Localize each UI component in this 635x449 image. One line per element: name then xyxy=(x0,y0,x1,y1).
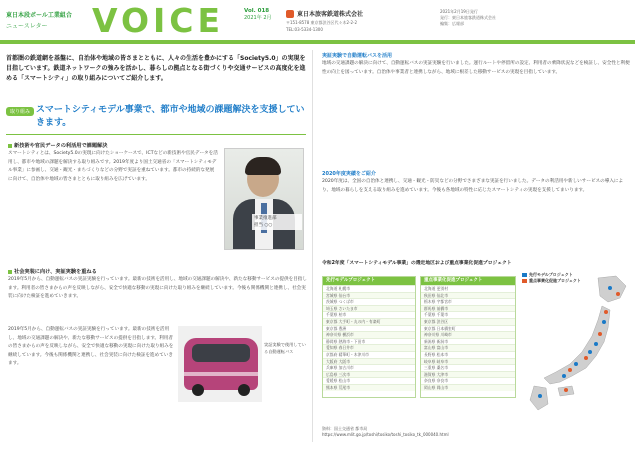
table-priority-projects xyxy=(420,276,516,398)
table-row: 兵庫県 加古川市 xyxy=(323,364,415,371)
map-hokkaido xyxy=(598,276,626,302)
body-text-2-cont: 2019年5月から、自動運転バスの実証実験を行っています。最新の技術を活用し、地域の交通課題の解決や、新たな移動サービスの提供を目指します。利用者の皆さまからの声を反映しながら、安全で快適な移動の実現に向けた取り組みを継続しています。今後も関係機関と連携し、社会実装に向けた検証を進めていきます。 xyxy=(8,327,174,367)
japan-map xyxy=(520,272,632,422)
publisher-phone: TEL:03-5334-1300 xyxy=(286,27,323,32)
bus-caption: 実証実験で使用している自動運転バス xyxy=(264,342,306,354)
publication-info xyxy=(440,9,630,27)
table-row: 大阪府 大阪市 xyxy=(323,358,415,365)
editor-line: 編集：広報部 xyxy=(440,21,464,26)
table-row: 北海道 更別村 xyxy=(421,285,515,292)
source-note: 資料：国土交通省 都市局 xyxy=(322,426,368,431)
map-honshu xyxy=(544,306,610,384)
source-url[interactable]: https://www.mlit.go.jp/toshi/tosiko/toshi_tosiko_tk_000040.html xyxy=(322,432,449,437)
issue-year: 2021年 xyxy=(244,15,262,21)
table-row: 北海道 札幌市 xyxy=(323,285,415,292)
right-heading-1: 実証実験で自動運転バスを活用 xyxy=(322,53,393,59)
legend-swatch-leading xyxy=(522,273,527,277)
person-caption-name: 担当 ○○ xyxy=(254,223,273,228)
table-row: 千葉県 千葉市 xyxy=(421,311,515,318)
map-marker-leading xyxy=(594,342,598,346)
table-row: 千葉県 柏市 xyxy=(323,311,415,318)
table-row: 東京都 日本橋室町 xyxy=(421,325,515,332)
map-marker-priority xyxy=(564,388,568,392)
legend-swatch-priority xyxy=(522,279,527,283)
table-row: 宮城県 仙台市 xyxy=(323,292,415,299)
table-row: 長野県 松本市 xyxy=(421,351,515,358)
subheading-2: 社会実装に向け、実証実験を重ねる xyxy=(8,268,308,275)
publisher-name: 東日本旅客鉄道株式会社 xyxy=(297,11,364,18)
masthead xyxy=(0,0,635,40)
body-text-1: スマートシティとは、Society5.0の実現に向けたショーケースで、ICTなどの新技術や官民データを活用し、都市や地域の課題を解決する取り組みです。2019年度より国土交通省の「スマートシティモデル事業」に参画し、交通・観光・まちづくりなどの分野で実証を重ねています。都市の持続的な発展に向けて、自治体や地域の皆さまとともに取り組みを広げています。 xyxy=(8,151,218,182)
map-marker-leading xyxy=(562,374,566,378)
legend-label-priority: 重点事業化促進プロジェクト xyxy=(529,278,581,283)
table-row: 岐阜県 岐阜市 xyxy=(421,358,515,365)
bus-wheel-rear xyxy=(238,384,250,396)
publisher-block xyxy=(286,9,436,32)
table-row: 神奈川県 川崎市 xyxy=(421,331,515,338)
table-row: 滋賀県 大津市 xyxy=(421,371,515,378)
map-legend xyxy=(522,272,581,284)
map-marker-priority xyxy=(616,292,620,296)
map-marker-leading xyxy=(608,286,612,290)
bus-wheel-front xyxy=(192,384,204,396)
table-row: 群馬県 前橋市 xyxy=(421,305,515,312)
table-row: 秋田県 仙北市 xyxy=(421,292,515,299)
body-text-2: 2019年5月から、自動運転バスの実証実験を行っています。最新の技術を活用し、地域の交通課題の解決や、新たな移動サービスの提供を目指します。利用者の皆さまからの声を反映しながら、安全で快適な移動の実現に向けた取り組みを継続しています。今後も関係機関と連携し、社会実装に向けた検証を進めていきます。 xyxy=(8,277,307,300)
table-row: 新潟県 新潟市 xyxy=(421,338,515,345)
publisher-address: 〒151-8578 東京都渋谷区代々木2-2-2 xyxy=(286,20,358,25)
table-header: 先行モデルプロジェクト xyxy=(323,277,415,285)
issue-info xyxy=(244,8,272,22)
header-divider xyxy=(0,40,635,44)
person-caption xyxy=(252,214,302,230)
newsletter-title: VOICE xyxy=(92,1,225,40)
table-row: 岡山県 岡山市 xyxy=(421,384,515,391)
issue-month: 2月 xyxy=(263,15,272,21)
newsletter-label: ニュースレター xyxy=(6,23,48,30)
map-marker-leading xyxy=(538,394,542,398)
section-tag-label: 取り組み xyxy=(6,107,34,116)
legend-label-leading: 先行モデルプロジェクト xyxy=(529,272,573,277)
table-row: 東京都 大手町・丸の内・有楽町 xyxy=(323,318,415,325)
map-kyushu xyxy=(530,386,548,410)
table-leading-projects xyxy=(322,276,416,398)
table-row: 静岡県 熱海市・下田市 xyxy=(323,338,415,345)
table-row: 東京都 豊洲 xyxy=(323,325,415,332)
table-row: 富山県 富山市 xyxy=(421,344,515,351)
bus-photo xyxy=(178,326,262,402)
subheading-1: 新技術や官民データの利活用で課題解決 xyxy=(8,142,218,149)
right-body-2: 2020年度は、全国の自治体と連携し、交通・観光・防災などの分野でさまざまな実証を行いました。データの利活用や新しいサービスの導入により、地域の暮らしを支える取り組みを進めています。今後も各地域の特性に応じたスマートシティの実現を支援してまいります。 xyxy=(322,179,624,193)
bus-window xyxy=(192,344,250,362)
person-hair xyxy=(245,157,281,175)
map-marker-priority xyxy=(604,310,608,314)
map-marker-leading xyxy=(574,362,578,366)
table-row: 愛知県 春日井市 xyxy=(323,344,415,351)
map-marker-leading xyxy=(602,320,606,324)
tables-heading: 令和2年度「スマートシティモデル事業」の選定地区および重点事業化促進プロジェクト xyxy=(322,261,512,266)
table-row: 熊本県 荒尾市 xyxy=(323,384,415,391)
table-row: 東京都 渋谷区 xyxy=(421,318,515,325)
table-header: 重点事業化促進プロジェクト xyxy=(421,277,515,285)
company-name: 東日本段ボール工業組合 xyxy=(6,12,72,19)
table-row: 神奈川県 横浜市 xyxy=(323,331,415,338)
company-logo-icon xyxy=(286,10,294,18)
person-caption-dept: 事業推進部 xyxy=(254,216,277,221)
table-row: 奈良県 奈良市 xyxy=(421,377,515,384)
column-divider xyxy=(312,50,313,442)
table-row: 茨城県 つくば市 xyxy=(323,298,415,305)
right-heading-2: 2020年度実績をご紹介 xyxy=(322,171,376,177)
person-photo xyxy=(224,148,304,250)
section-title: スマートシティモデル事業で、都市や地域の課題解決を支援していきます。 xyxy=(36,105,305,128)
table-row: 栃木県 宇都宮市 xyxy=(421,298,515,305)
publish-date: 2021年2月19日発行 xyxy=(440,9,478,14)
map-marker-leading xyxy=(588,350,592,354)
table-row: 三重県 桑名市 xyxy=(421,364,515,371)
bus-stripe xyxy=(184,372,258,376)
table-row: 京都府 精華町・木津川市 xyxy=(323,351,415,358)
map-marker-priority xyxy=(568,368,572,372)
masthead-left xyxy=(6,10,76,30)
volume-number: Vol. 018 xyxy=(244,8,270,14)
table-row: 愛媛県 松山市 xyxy=(323,377,415,384)
lead-paragraph: 首都圏の鉄道網を基盤に、自治体や地域の皆さまとともに、人々の生活を豊かにする「Society5.0」の実現を目指しています。鉄道ネットワークの強みを活かし、暮らしの拠点となる街づくりや交通サービスの高度化を進める「スマートシティ」の取り組みについてご紹介します。 xyxy=(6,55,306,82)
map-marker-priority xyxy=(584,356,588,360)
table-row: 埼玉県 さいたま市 xyxy=(323,305,415,312)
footer xyxy=(322,426,630,438)
publisher-line: 発行：東日本旅客鉄道株式会社 xyxy=(440,15,496,20)
right-body-1: 地域の交通課題の解決に向けて、自動運転バスの実証実験を行いました。運行ルートや停留所の設定、利用者の乗降状況などを検証し、安全性と利便性の向上を図っています。自治体や事業者と連携しながら、地域に根差した移動サービスの実現を目指しています。 xyxy=(322,61,630,75)
table-row: 広島県 三次市 xyxy=(323,371,415,378)
map-marker-priority xyxy=(598,332,602,336)
section-rule xyxy=(6,134,306,135)
